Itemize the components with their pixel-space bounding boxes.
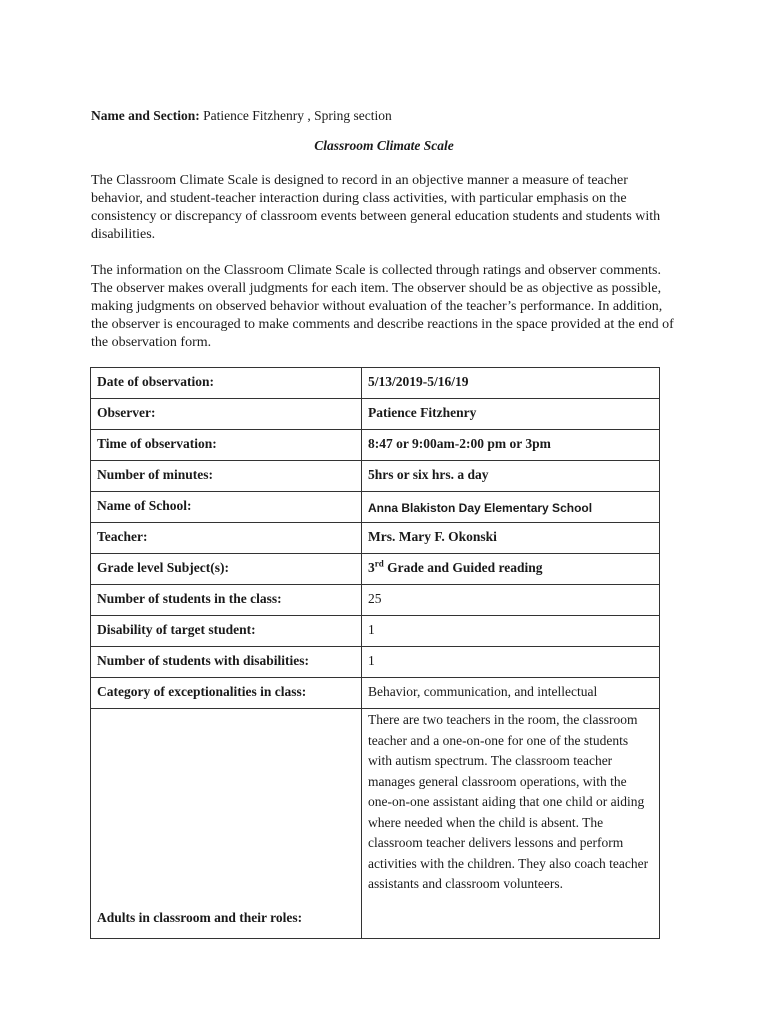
row-label-time: Time of observation: <box>91 430 362 461</box>
row-value-school: Anna Blakiston Day Elementary School <box>362 492 660 523</box>
table-row <box>91 399 660 430</box>
table-row <box>91 368 660 399</box>
form-title: Classroom Climate Scale <box>314 138 454 153</box>
row-value-students-count: 25 <box>362 585 660 616</box>
table-row <box>91 523 660 554</box>
table-row <box>91 554 660 585</box>
observation-table <box>90 367 660 939</box>
name-section-label: Name and Section: <box>91 108 200 123</box>
row-label-date: Date of observation: <box>91 368 362 399</box>
grade-number: 3 <box>368 560 375 575</box>
intro-paragraph-2: The information on the Classroom Climate Scale is collected through ratings and observer comments. The observer makes overall judgments for each item. The observer should be as objective as possible, making judgments on observed behavior without evaluation of the teacher’s performance. In addition, the observer is encouraged to make comments and describe reactions in the space provided at the end of the observation form. <box>91 263 674 350</box>
grade-ordinal-suffix: rd <box>374 558 384 569</box>
table-row <box>91 616 660 647</box>
row-label-teacher: Teacher: <box>91 523 362 554</box>
name-section-value: Patience Fitzhenry , Spring section <box>199 108 392 123</box>
row-value-target-disability: 1 <box>362 616 660 647</box>
row-label-school: Name of School: <box>91 492 362 523</box>
row-label-observer: Observer: <box>91 399 362 430</box>
table-row <box>91 678 660 709</box>
intro-paragraph-1: The Classroom Climate Scale is designed to record in an objective manner a measure of teacher behavior, and student-teacher interaction during class activities, with particular emphasis on the consistency or discrepancy of classroom events between general education students and students with disabilities. <box>91 173 661 242</box>
row-value-adults-roles: There are two teachers in the room, the classroom teacher and a one-on-one for one of the students with autism spectrum. The classroom teacher manages general classroom operations, with the one-on-one assistant aiding that one child or aiding where needed when the child is absent. The classroom teacher delivers lessons and perform activities with the children. They also coach teacher assistants and classroom volunteers. <box>362 709 660 939</box>
name-and-section-line <box>91 108 392 124</box>
grade-subject-text: Grade and Guided reading <box>383 560 543 575</box>
table-row <box>91 585 660 616</box>
table-row <box>91 647 660 678</box>
table-row <box>91 461 660 492</box>
row-label-exceptionalities: Category of exceptionalities in class: <box>91 678 362 709</box>
row-label-minutes: Number of minutes: <box>91 461 362 492</box>
row-value-teacher: Mrs. Mary F. Okonski <box>362 523 660 554</box>
row-label-students-count: Number of students in the class: <box>91 585 362 616</box>
row-value-exceptionalities: Behavior, communication, and intellectual <box>362 678 660 709</box>
row-value-observer: Patience Fitzhenry <box>362 399 660 430</box>
row-value-grade-subject <box>362 554 660 585</box>
row-label-grade-subject: Grade level Subject(s): <box>91 554 362 585</box>
row-label-adults-roles: Adults in classroom and their roles: <box>91 709 362 939</box>
row-label-students-with-disabilities: Number of students with disabilities: <box>91 647 362 678</box>
row-value-date: 5/13/2019-5/16/19 <box>362 368 660 399</box>
table-row <box>91 709 660 939</box>
table-row <box>91 492 660 523</box>
table-row <box>91 430 660 461</box>
row-value-minutes: 5hrs or six hrs. a day <box>362 461 660 492</box>
row-label-target-disability: Disability of target student: <box>91 616 362 647</box>
row-value-time: 8:47 or 9:00am-2:00 pm or 3pm <box>362 430 660 461</box>
row-value-students-with-disabilities: 1 <box>362 647 660 678</box>
